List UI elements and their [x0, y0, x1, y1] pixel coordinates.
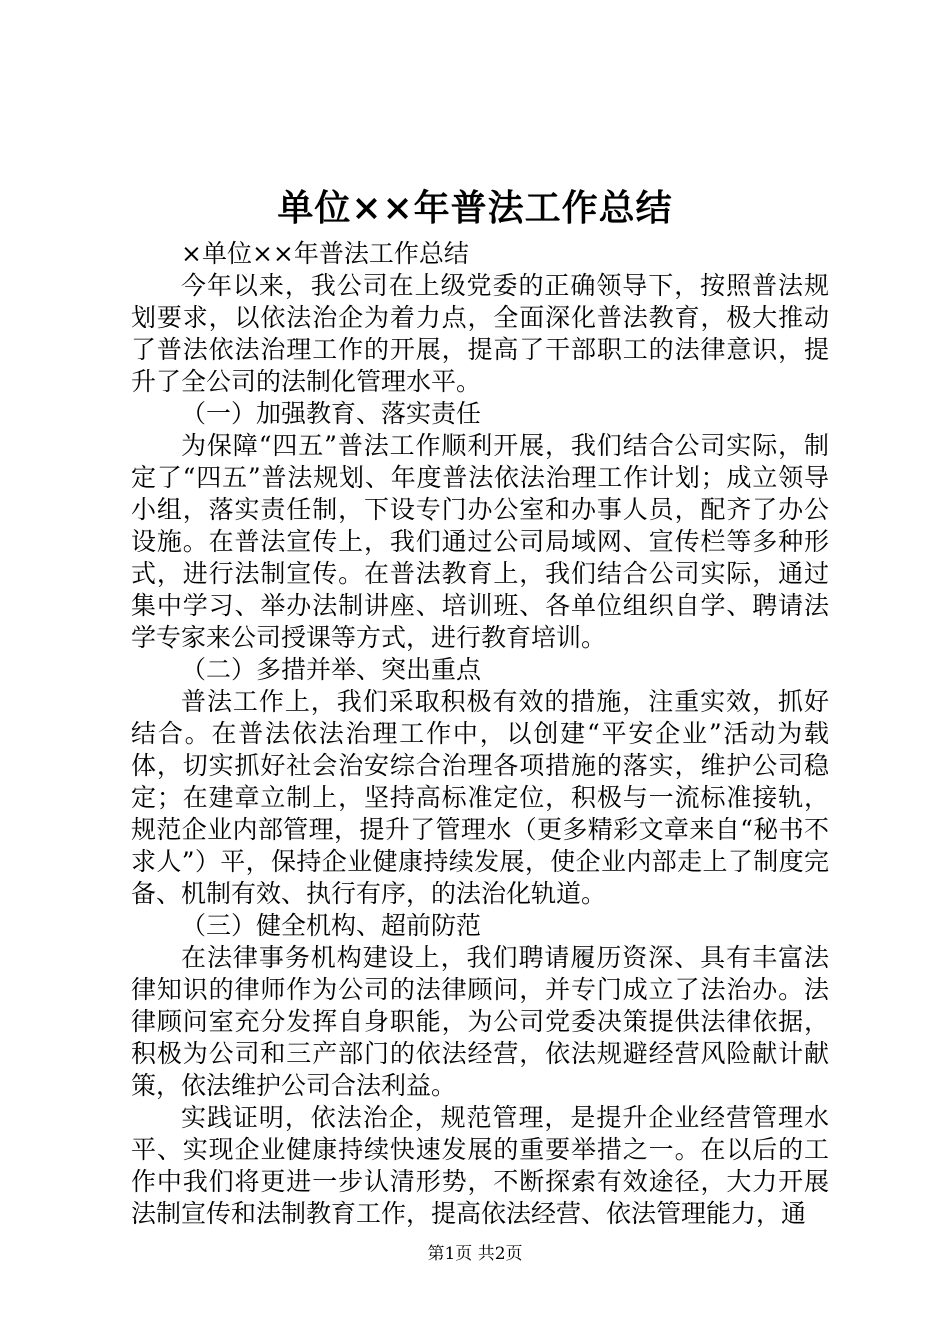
paragraph-section-3: 在法律事务机构建设上，我们聘请履历资深、具有丰富法律知识的律师作为公司的法律顾问，并专门成立了法治办。法律顾问室充分发挥自身职能，为公司党委决策提供法律依据，积极为公司和三产部门的依法经营，依法规避经营风险献计献策，依法维护公司合法利益。: [131, 943, 829, 1100]
section-heading-1: （一）加强教育、落实责任: [181, 399, 482, 428]
document-body: [131, 238, 829, 1230]
section-heading-2: （二）多措并举、突出重点: [181, 655, 482, 684]
paragraph-section-1: 为保障“四五”普法工作顺利开展，我们结合公司实际，制定了“四五”普法规划、年度普法依法治理工作计划；成立领导小组，落实责任制，下设专门办公室和办事人员，配齐了办公设施。在普法宣传上，我们通过公司局域网、宣传栏等多种形式，进行法制宣传。在普法教育上，我们结合公司实际，通过集中学习、举办法制讲座、培训班、各单位组织自学、聘请法学专家来公司授课等方式，进行教育培训。: [131, 431, 829, 652]
document-subtitle: ×单位××年普法工作总结: [181, 239, 469, 268]
document-title: 单位××年普法工作总结: [277, 187, 673, 229]
page-footer: 第1页 共2页: [427, 1244, 523, 1264]
paragraph-intro: 今年以来，我公司在上级党委的正确领导下，按照普法规划要求，以依法治企为着力点，全面深化普法教育，极大推动了普法依法治理工作的开展，提高了干部职工的法律意识，提升了全公司的法制化管理水平。: [131, 271, 829, 396]
paragraph-section-2: 普法工作上，我们采取积极有效的措施，注重实效，抓好结合。在普法依法治理工作中，以创建“平安企业”活动为载体，切实抓好社会治安综合治理各项措施的落实，维护公司稳定；在建章立制上，坚持高标准定位，积极与一流标准接轨，规范企业内部管理，提升了管理水（更多精彩文章来自“秘书不求人”）平，保持企业健康持续发展，使企业内部走上了制度完备、机制有效、执行有序，的法治化轨道。: [131, 687, 829, 908]
paragraph-conclusion: 实践证明，依法治企，规范管理，是提升企业经营管理水平、实现企业健康持续快速发展的重要举措之一。在以后的工作中我们将更进一步认清形势，不断探索有效途径，大力开展法制宣传和法制教育工作，提高依法经营、依法管理能力，通: [131, 1103, 829, 1228]
section-heading-3: （三）健全机构、超前防范: [181, 911, 482, 940]
